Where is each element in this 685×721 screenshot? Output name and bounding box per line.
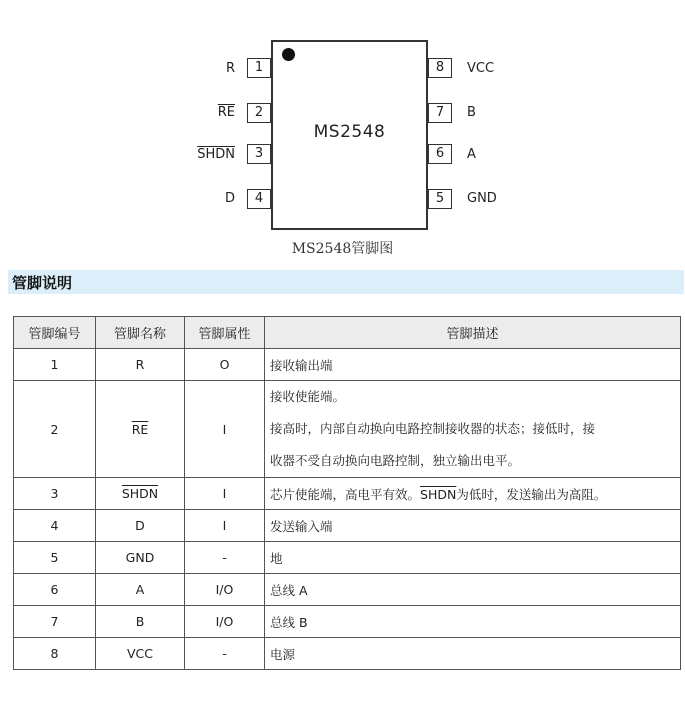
pin-name-text: $\overline{RE}$: [131, 421, 149, 437]
section-header: [8, 270, 684, 294]
pin-attribute-cell: I: [185, 478, 265, 510]
pin-number-cell: 2: [14, 381, 96, 478]
pin-name-cell: B: [96, 606, 185, 638]
pin-label-5: GND: [467, 191, 497, 206]
description-signal: SHDN: [420, 486, 457, 502]
header-pin-number: 管脚编号: [14, 317, 96, 349]
pin-description-cell: 总线 A: [265, 574, 681, 606]
pin-number-4: 4: [247, 189, 271, 209]
pin-number-cell: 7: [14, 606, 96, 638]
table-row: [14, 381, 681, 478]
pin-label-4: D: [224, 191, 235, 206]
description-line: 接收使能端。: [270, 389, 346, 404]
pin-attribute-cell: -: [185, 638, 265, 670]
pin-name-cell: GND: [96, 542, 185, 574]
pin1-marker-dot: [282, 48, 295, 61]
pin-number-8: 8: [428, 58, 452, 78]
table-row: [14, 478, 681, 510]
pin-label-6: A: [467, 147, 476, 162]
pin-attribute-cell: I/O: [185, 574, 265, 606]
pin-number-5: 5: [428, 189, 452, 209]
pin-description-cell: 电源: [265, 638, 681, 670]
description-line: 收器不受自动换向电路控制，独立输出电平。: [270, 453, 521, 468]
pin-name-text: SHDN: [121, 486, 159, 501]
pin-name-cell: R: [96, 349, 185, 381]
description-text: 为低时，发送输出为高阻。: [456, 486, 607, 502]
section-title: 管脚说明: [12, 274, 73, 292]
pin-number-cell: 4: [14, 510, 96, 542]
figure-caption: MS2548管脚图: [291, 241, 394, 257]
pin-name-cell: VCC: [96, 638, 185, 670]
chip-name: MS2548: [313, 122, 386, 142]
pin-description-cell: 地: [265, 542, 681, 574]
table-row: [14, 542, 681, 574]
header-pin-attribute: 管脚属性: [185, 317, 265, 349]
pin-number-3: 3: [247, 144, 271, 164]
pin-label-8: VCC: [467, 61, 495, 76]
pin-description-cell: 总线 B: [265, 606, 681, 638]
chip-body: [271, 40, 428, 230]
pin-name-cell: D: [96, 510, 185, 542]
pin-description-cell: 发送输入端: [265, 510, 681, 542]
pin-number-7: 7: [428, 103, 452, 123]
description-line: 接高时，内部自动换向电路控制接收器的状态；接低时，接: [270, 421, 596, 436]
table-header-row: [14, 317, 681, 349]
pin-description-cell: 接收输出端: [265, 349, 681, 381]
pin-attribute-cell: I: [185, 381, 265, 478]
pin-label-7: B: [467, 105, 476, 120]
pin-attribute-cell: -: [185, 542, 265, 574]
pin-number-cell: 6: [14, 574, 96, 606]
pin-name-cell: A: [96, 574, 185, 606]
pin-description-cell: [265, 478, 681, 510]
table-row: [14, 349, 681, 381]
pin-number-cell: 3: [14, 478, 96, 510]
pin-name-cell: [96, 478, 185, 510]
pin-label-3: SHDN: [197, 147, 235, 162]
pin-number-2: 2: [247, 103, 271, 123]
pin-table: [13, 316, 681, 670]
pin-number-1: 1: [247, 58, 271, 78]
pin-description-cell: [265, 381, 681, 478]
header-pin-name: 管脚名称: [96, 317, 185, 349]
header-pin-description: 管脚描述: [265, 317, 681, 349]
table-row: [14, 606, 681, 638]
table-row: [14, 574, 681, 606]
pin-label-2: $\overline{RE}$: [217, 105, 235, 120]
pin-attribute-cell: I: [185, 510, 265, 542]
pin-number-cell: 1: [14, 349, 96, 381]
pin-name-cell: [96, 381, 185, 478]
table-row: [14, 510, 681, 542]
pin-number-6: 6: [428, 144, 452, 164]
table-row: [14, 638, 681, 670]
pin-number-cell: 8: [14, 638, 96, 670]
description-text: 芯片使能端，高电平有效。: [270, 486, 421, 502]
pin-attribute-cell: O: [185, 349, 265, 381]
pin-attribute-cell: I/O: [185, 606, 265, 638]
pin-number-cell: 5: [14, 542, 96, 574]
pin-label-1: R: [225, 61, 235, 76]
